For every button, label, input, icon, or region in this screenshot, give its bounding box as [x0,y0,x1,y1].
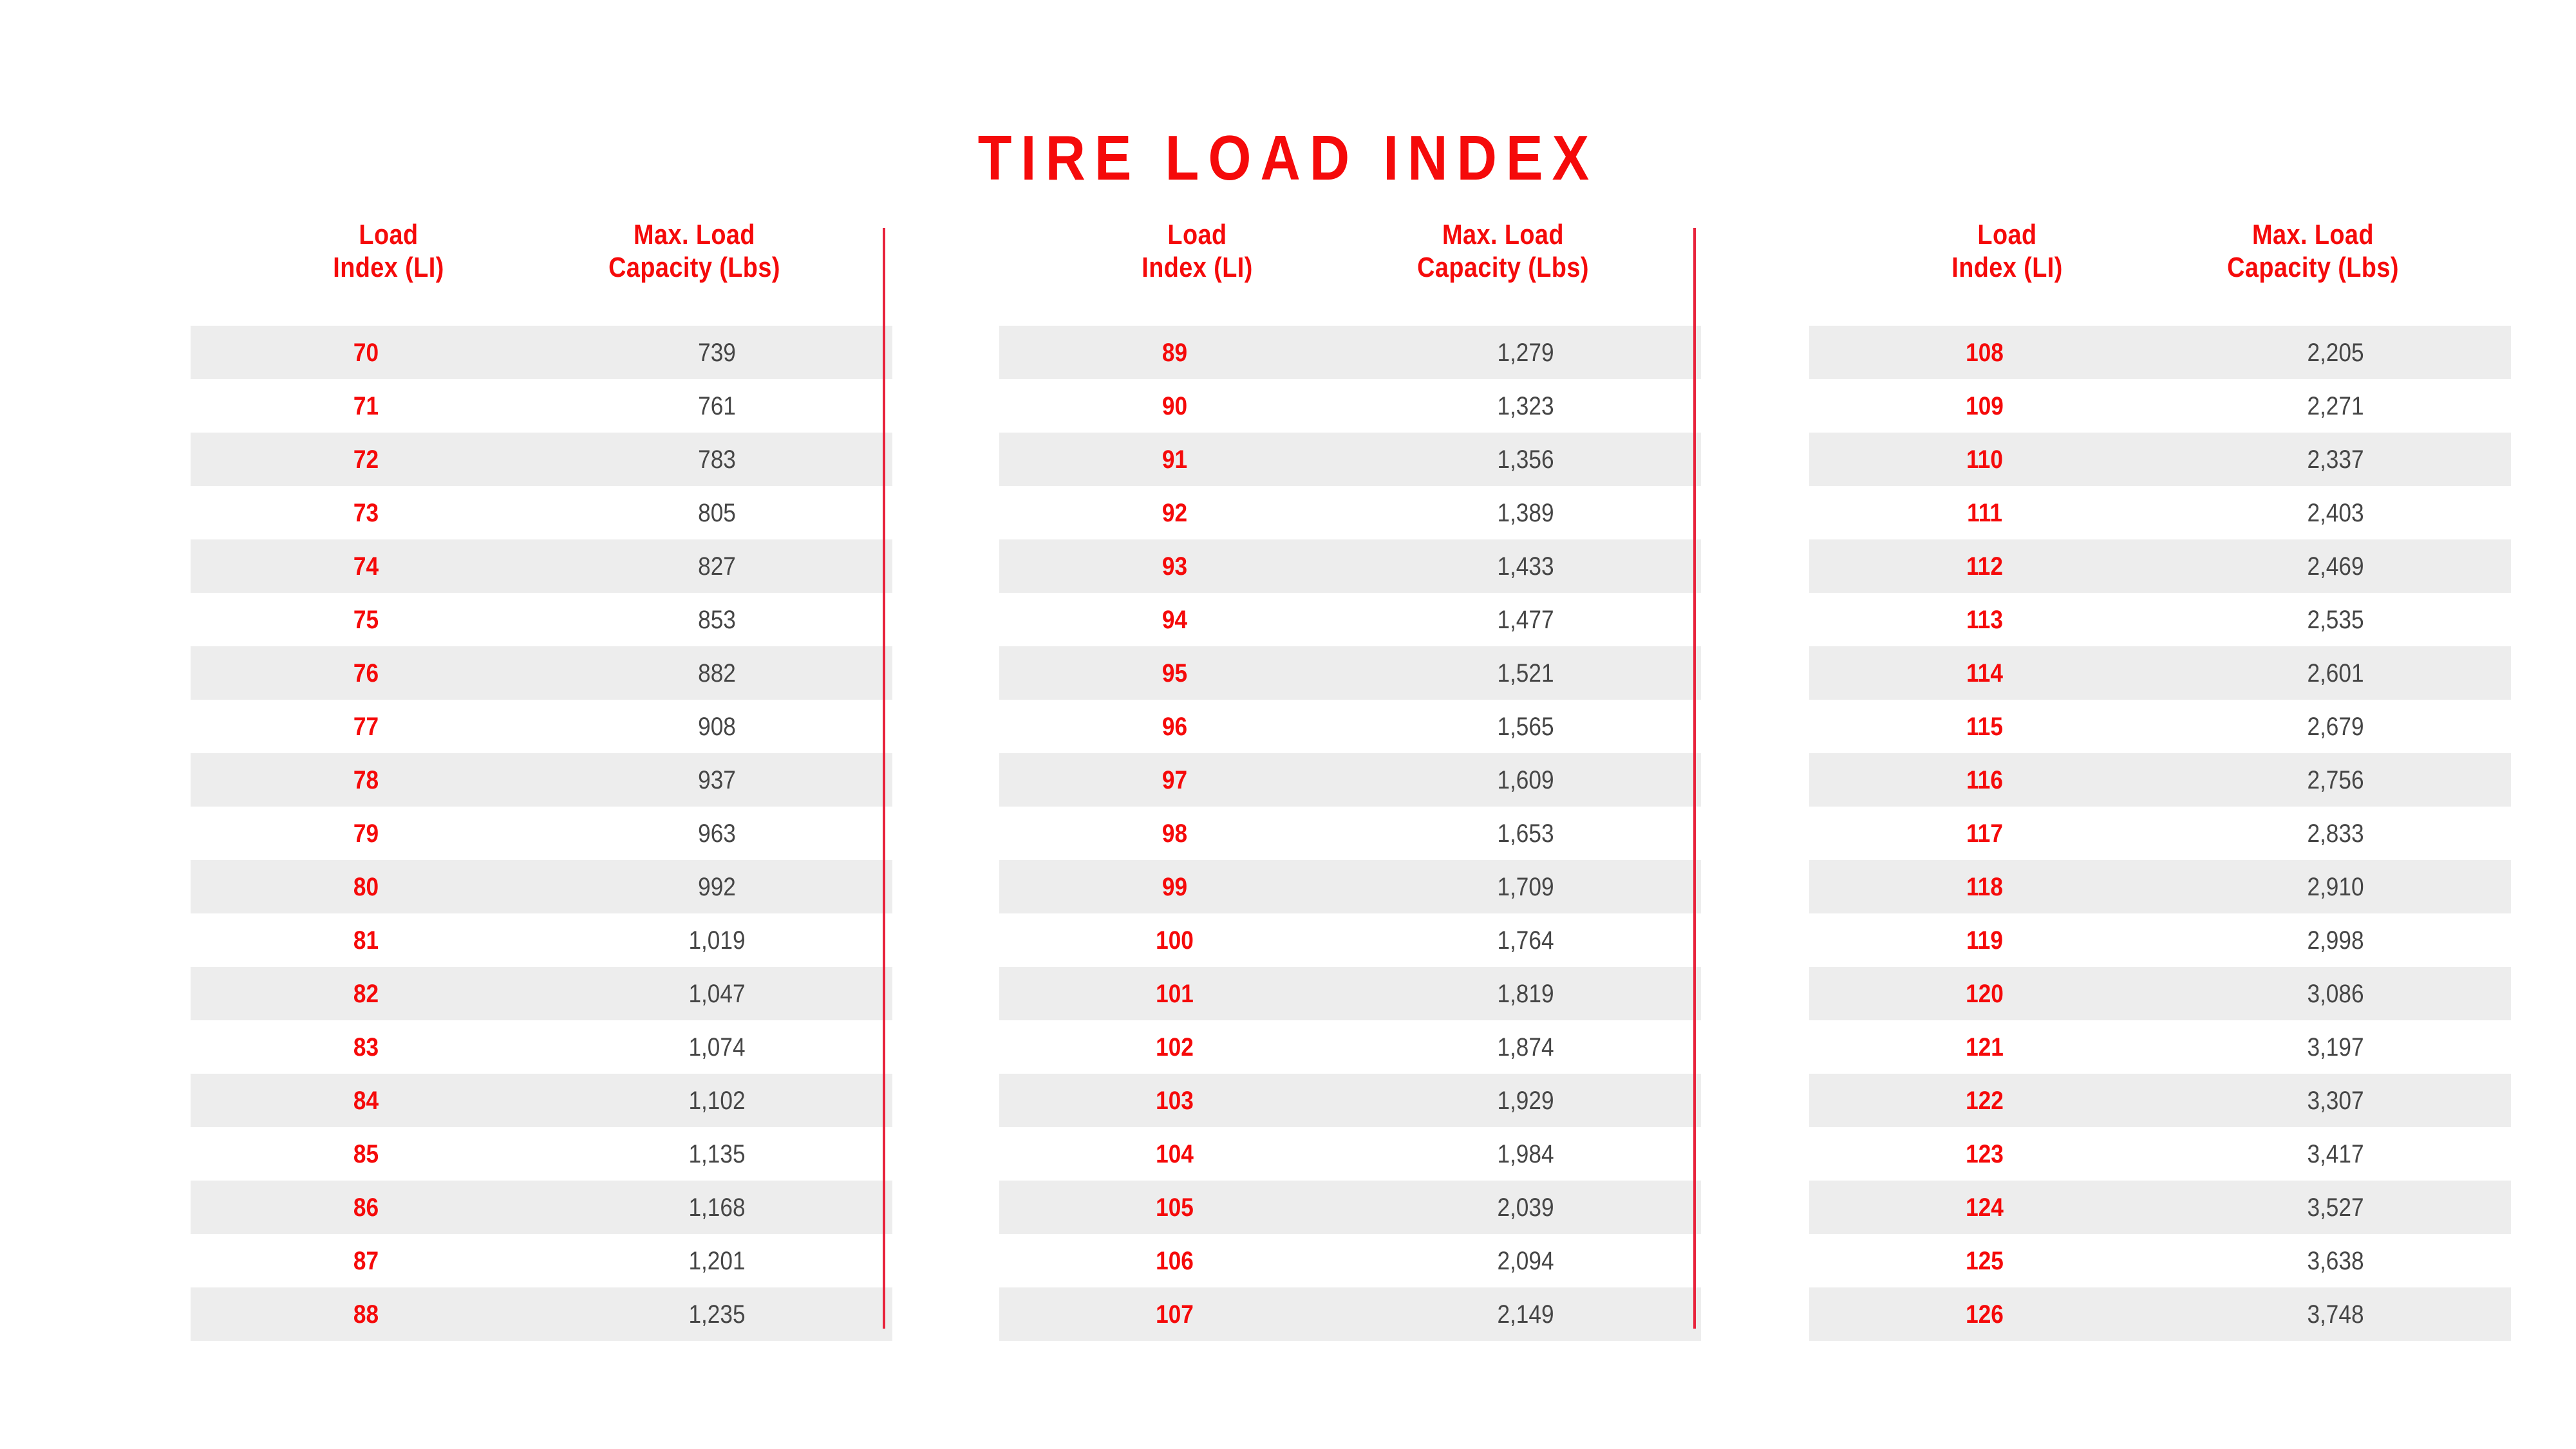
cell-load-index: 110 [1966,445,2003,474]
table-row [999,326,1701,379]
cell-load-index: 115 [1966,712,2003,741]
table-row [191,379,892,433]
cell-load-index: 108 [1966,338,2004,367]
cell-load-index: 118 [1966,872,2003,901]
cell-max-load-capacity: 1,709 [1497,872,1554,901]
column-header-load-index-line1: Load [1977,219,2037,250]
table-body [191,326,892,1341]
cell-max-load-capacity: 1,433 [1497,552,1554,581]
column-header-max-load-capacity [1371,219,1635,309]
cell-load-index: 73 [353,498,379,527]
column-header-max-load-capacity-line2: Capacity (Lbs) [2227,251,2399,283]
table-row [1809,433,2511,486]
table-row [1809,860,2511,913]
cell-load-index: 114 [1966,659,2003,687]
table-row [999,1181,1701,1234]
cell-load-index: 70 [353,338,379,367]
cell-load-index: 106 [1156,1246,1194,1275]
table-row [191,967,892,1020]
cell-load-index: 89 [1161,338,1188,367]
cell-max-load-capacity: 3,417 [2307,1139,2364,1168]
cell-max-load-capacity: 3,748 [2307,1300,2364,1329]
cell-max-load-capacity: 3,527 [2307,1193,2364,1222]
cell-load-index: 102 [1156,1033,1194,1061]
table-row [1809,807,2511,860]
cell-load-index: 82 [353,979,379,1008]
cell-max-load-capacity: 1,819 [1497,979,1554,1008]
cell-load-index: 100 [1156,926,1194,955]
column-header-load-index-line1: Load [1167,219,1227,250]
cell-load-index: 119 [1966,926,2003,955]
cell-load-index: 122 [1966,1086,2004,1115]
table-row [1809,1074,2511,1127]
cell-load-index: 94 [1161,605,1188,634]
table-row [1809,326,2511,379]
table-row [999,486,1701,539]
cell-load-index: 84 [353,1086,379,1115]
column-header-max-load-capacity [563,219,826,309]
cell-max-load-capacity: 992 [698,872,736,901]
cell-load-index: 98 [1161,819,1188,848]
cell-max-load-capacity: 853 [698,605,736,634]
column-header-max-load-capacity-line1: Max. Load [1442,219,1564,250]
cell-load-index: 93 [1161,552,1188,581]
cell-max-load-capacity: 963 [698,819,736,848]
cell-max-load-capacity: 2,679 [2307,712,2364,741]
table-row [999,433,1701,486]
table-row [191,593,892,646]
table-header-row [1809,219,2511,309]
cell-max-load-capacity: 1,984 [1497,1139,1554,1168]
table-row [191,1234,892,1287]
cell-load-index: 88 [353,1300,379,1329]
table-row [191,1020,892,1074]
table-row [191,1181,892,1234]
cell-load-index: 85 [353,1139,379,1168]
cell-load-index: 116 [1966,765,2003,794]
cell-load-index: 121 [1966,1033,2004,1061]
cell-load-index: 117 [1966,819,2003,848]
cell-max-load-capacity: 2,998 [2307,926,2364,955]
cell-max-load-capacity: 1,279 [1497,338,1554,367]
cell-max-load-capacity: 2,756 [2307,765,2364,794]
cell-max-load-capacity: 2,039 [1497,1193,1554,1222]
cell-load-index: 81 [353,926,379,955]
table-row [191,646,892,700]
table-row [999,1127,1701,1181]
cell-max-load-capacity: 2,469 [2307,552,2364,581]
table-row [191,700,892,753]
column-header-max-load-capacity [2181,219,2445,309]
cell-max-load-capacity: 1,356 [1497,445,1554,474]
cell-load-index: 109 [1966,391,2004,420]
cell-load-index: 120 [1966,979,2004,1008]
cell-load-index: 77 [353,712,379,741]
cell-max-load-capacity: 2,601 [2307,659,2364,687]
load-index-table-3 [1809,219,2511,1341]
cell-load-index: 90 [1161,391,1188,420]
cell-max-load-capacity: 761 [698,391,736,420]
table-body [1809,326,2511,1341]
table-row [999,860,1701,913]
column-header-max-load-capacity-line2: Capacity (Lbs) [1417,251,1589,283]
table-body [999,326,1701,1341]
cell-max-load-capacity: 937 [698,765,736,794]
cell-max-load-capacity: 2,910 [2307,872,2364,901]
cell-load-index: 125 [1966,1246,2004,1275]
cell-max-load-capacity: 2,403 [2307,498,2364,527]
cell-max-load-capacity: 2,094 [1497,1246,1554,1275]
cell-load-index: 105 [1156,1193,1194,1222]
table-row [1809,593,2511,646]
load-index-table-1 [191,219,892,1341]
cell-max-load-capacity: 1,168 [688,1193,746,1222]
cell-max-load-capacity: 739 [698,338,736,367]
cell-max-load-capacity: 1,929 [1497,1086,1554,1115]
cell-load-index: 112 [1966,552,2003,581]
cell-max-load-capacity: 908 [698,712,736,741]
cell-max-load-capacity: 1,565 [1497,712,1554,741]
table-row [1809,646,2511,700]
table-row [191,433,892,486]
cell-load-index: 111 [1967,498,2002,527]
cell-load-index: 83 [353,1033,379,1061]
table-row [191,753,892,807]
cell-max-load-capacity: 1,323 [1497,391,1554,420]
table-row [1809,1181,2511,1234]
cell-max-load-capacity: 2,535 [2307,605,2364,634]
cell-load-index: 113 [1966,605,2003,634]
table-row [999,379,1701,433]
cell-max-load-capacity: 1,477 [1497,605,1554,634]
table-header-row [999,219,1701,309]
table-row [999,807,1701,860]
cell-max-load-capacity: 805 [698,498,736,527]
table-row [1809,539,2511,593]
cell-load-index: 123 [1966,1139,2004,1168]
column-header-load-index-line2: Index (LI) [333,251,444,283]
cell-load-index: 101 [1156,979,1194,1008]
cell-max-load-capacity: 1,019 [688,926,746,955]
cell-max-load-capacity: 3,197 [2307,1033,2364,1061]
cell-load-index: 91 [1161,445,1188,474]
column-header-max-load-capacity-line2: Capacity (Lbs) [608,251,780,283]
cell-load-index: 75 [353,605,379,634]
table-row [999,967,1701,1020]
column-header-max-load-capacity-line1: Max. Load [2252,219,2374,250]
table-row [1809,1020,2511,1074]
column-header-load-index-line1: Load [359,219,418,250]
column-header-load-index-line2: Index (LI) [1951,251,2063,283]
column-header-load-index-line2: Index (LI) [1142,251,1253,283]
cell-max-load-capacity: 1,135 [688,1139,746,1168]
cell-load-index: 126 [1966,1300,2004,1329]
table-row [999,700,1701,753]
column-header-load-index [1066,219,1329,309]
table-row [191,913,892,967]
table-row [999,1074,1701,1127]
table-row [1809,1234,2511,1287]
table-row [999,646,1701,700]
cell-max-load-capacity: 2,271 [2307,391,2364,420]
vertical-divider-2 [1693,228,1696,1329]
page-title: TIRE LOAD INDEX [977,122,1599,193]
cell-max-load-capacity: 3,638 [2307,1246,2364,1275]
cell-load-index: 97 [1161,765,1188,794]
table-row [191,326,892,379]
cell-load-index: 87 [353,1246,379,1275]
column-header-max-load-capacity-line1: Max. Load [634,219,755,250]
cell-load-index: 103 [1156,1086,1194,1115]
cell-max-load-capacity: 1,764 [1497,926,1554,955]
cell-max-load-capacity: 1,201 [688,1246,746,1275]
cell-load-index: 96 [1161,712,1188,741]
column-header-load-index [1876,219,2139,309]
cell-max-load-capacity: 3,307 [2307,1086,2364,1115]
table-row [999,1020,1701,1074]
table-row [1809,486,2511,539]
table-row [1809,1287,2511,1341]
cell-load-index: 107 [1156,1300,1194,1329]
cell-max-load-capacity: 1,074 [688,1033,746,1061]
table-row [191,860,892,913]
cell-load-index: 104 [1156,1139,1194,1168]
cell-load-index: 92 [1161,498,1188,527]
table-row [999,753,1701,807]
cell-max-load-capacity: 1,874 [1497,1033,1554,1061]
cell-load-index: 86 [353,1193,379,1222]
cell-max-load-capacity: 1,653 [1497,819,1554,848]
load-index-table-2 [999,219,1701,1341]
table-row [1809,1127,2511,1181]
table-row [191,539,892,593]
cell-load-index: 71 [353,391,379,420]
column-header-load-index [257,219,520,309]
table-row [1809,967,2511,1020]
load-index-tables-area [0,219,2576,1352]
table-row [191,1127,892,1181]
table-row [191,807,892,860]
cell-max-load-capacity: 1,609 [1497,765,1554,794]
cell-max-load-capacity: 783 [698,445,736,474]
table-row [999,539,1701,593]
table-row [999,1234,1701,1287]
table-row [191,1074,892,1127]
cell-load-index: 95 [1161,659,1188,687]
cell-max-load-capacity: 2,205 [2307,338,2364,367]
cell-load-index: 76 [353,659,379,687]
vertical-divider-1 [883,228,885,1329]
cell-load-index: 79 [353,819,379,848]
cell-max-load-capacity: 2,149 [1497,1300,1554,1329]
cell-max-load-capacity: 1,235 [688,1300,746,1329]
cell-load-index: 78 [353,765,379,794]
cell-max-load-capacity: 1,389 [1497,498,1554,527]
cell-max-load-capacity: 1,102 [688,1086,746,1115]
cell-max-load-capacity: 2,833 [2307,819,2364,848]
cell-max-load-capacity: 1,047 [688,979,746,1008]
cell-load-index: 74 [353,552,379,581]
cell-load-index: 99 [1161,872,1188,901]
cell-max-load-capacity: 882 [698,659,736,687]
cell-max-load-capacity: 827 [698,552,736,581]
cell-max-load-capacity: 1,521 [1497,659,1554,687]
table-row [999,1287,1701,1341]
table-header-row [191,219,892,309]
cell-load-index: 72 [353,445,379,474]
table-row [191,486,892,539]
cell-max-load-capacity: 2,337 [2307,445,2364,474]
table-row [1809,913,2511,967]
cell-load-index: 80 [353,872,379,901]
table-row [1809,753,2511,807]
table-row [1809,700,2511,753]
table-row [999,913,1701,967]
table-row [999,593,1701,646]
table-row [1809,379,2511,433]
cell-load-index: 124 [1966,1193,2004,1222]
cell-max-load-capacity: 3,086 [2307,979,2364,1008]
table-row [191,1287,892,1341]
